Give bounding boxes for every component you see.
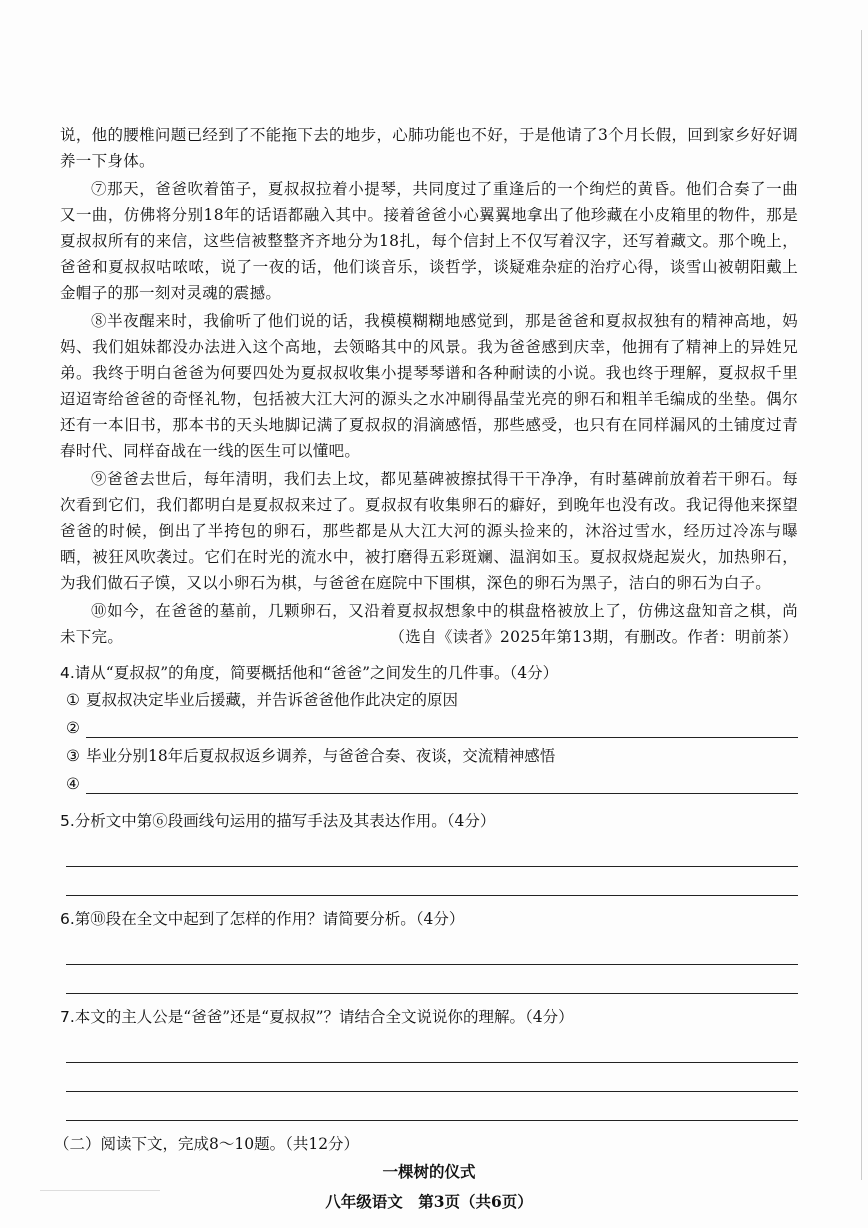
page-content bbox=[54, 122, 798, 1215]
answer-4-3-number: ③ bbox=[66, 747, 80, 765]
answer-4-4-number: ④ bbox=[66, 775, 80, 793]
answer-4-2-number: ② bbox=[66, 719, 80, 737]
answer-4-4-blank[interactable] bbox=[86, 773, 798, 794]
answer-4-1 bbox=[66, 686, 798, 714]
passage-paragraph-7: ⑦那天，爸爸吹着笛子，夏叔叔拉着小提琴，共同度过了重逢后的一个绚烂的黄昏。他们合奏了一曲又一曲，仿佛将分别18年的话语都融入其中。接着爸爸小心翼翼地拿出了他珍藏在小皮箱里的物件，那是夏叔叔所有的来信，这些信被整整齐齐地分为18扎，每个信封上不仅写着汉字，还写着藏文。那个晚上，爸爸和夏叔叔咕哝哝，说了一夜的话，他们谈音乐，谈哲学，谈疑难杂症的治疗心得，谈雪山被朝阳戴上金帽子的那一刻对灵魂的震撼。 bbox=[60, 180, 798, 302]
passage-paragraph-continued: 说，他的腰椎问题已经到了不能拖下去的地步，心肺功能也不好，于是他请了3个月长假，回到家乡好好调养一下身体。 bbox=[60, 126, 798, 170]
question-6-number: 6. bbox=[60, 910, 75, 928]
answer-6-lines[interactable] bbox=[66, 936, 798, 994]
answer-line[interactable] bbox=[66, 1063, 798, 1092]
question-4-number: 4. bbox=[60, 664, 75, 682]
question-4-text: 请从“夏叔叔”的角度，简要概括他和“爸爸”之间发生的几件事。（4分） bbox=[74, 664, 559, 682]
answer-line[interactable] bbox=[66, 838, 798, 867]
answer-4-1-number: ① bbox=[66, 691, 80, 709]
question-7-number: 7. bbox=[60, 1008, 75, 1026]
answer-line[interactable] bbox=[66, 1034, 798, 1063]
section-2-title: 一棵树的仪式 bbox=[382, 1162, 476, 1181]
answer-line[interactable] bbox=[66, 965, 798, 994]
passage-paragraph-8: ⑧半夜醒来时，我偷听了他们说的话，我模模糊糊地感觉到，那是爸爸和夏叔叔独有的精神高地，妈妈、我们姐妹都没办法进入这个高地，去领略其中的风景。我为爸爸感到庆幸，他拥有了精神上的异姓兄弟。我终于明白爸爸为何要四处为夏叔叔收集小提琴琴谱和各种耐读的小说。我也终于理解，夏叔叔千里迢迢寄给爸爸的奇怪礼物，包括被大江大河的源头之水冲刷得晶莹光亮的卵石和粗羊毛编成的坐垫。偶尔还有一本旧书，那本书的天头地脚记满了夏叔叔的涓滴感悟，那些感受，也只有在同样漏风的土铺度过青春时代、同样奋战在一线的医生可以懂吧。 bbox=[60, 312, 798, 460]
answer-4-4[interactable] bbox=[66, 770, 798, 798]
answer-line[interactable] bbox=[66, 867, 798, 896]
answer-line[interactable] bbox=[66, 936, 798, 965]
passage-paragraph-10: ⑩如今，在爸爸的墓前，几颗卵石，又沿着夏叔叔想象中的棋盘格被放上了，仿佛这盘知音之棋，尚未下完。 bbox=[60, 602, 798, 646]
answer-4-2-blank[interactable] bbox=[86, 717, 798, 738]
question-7 bbox=[60, 1004, 798, 1030]
page-footer: 八年级语文 第3页（共6页） bbox=[325, 1192, 533, 1211]
answer-4-3-text: 毕业分别18年后夏叔叔返乡调养，与爸爸合奏、夜谈，交流精神感悟 bbox=[86, 747, 556, 765]
answer-5-lines[interactable] bbox=[66, 838, 798, 896]
question-5 bbox=[60, 808, 798, 834]
answer-4-2[interactable] bbox=[66, 714, 798, 742]
question-4 bbox=[60, 660, 798, 686]
section-2-heading: （二）阅读下文，完成8～10题。（共12分） bbox=[54, 1135, 360, 1153]
question-6 bbox=[60, 906, 798, 932]
passage-paragraph-10-block bbox=[60, 598, 798, 650]
question-6-text: 第⑩段在全文中起到了怎样的作用？请简要分析。（4分） bbox=[74, 910, 465, 928]
passage-source: （选自《读者》2025年第13期，有删改。作者：明前茶） bbox=[389, 628, 798, 646]
question-7-text: 本文的主人公是“爸爸”还是“夏叔叔”？请结合全文说说你的理解。（4分） bbox=[74, 1008, 574, 1026]
answer-4-3 bbox=[66, 742, 798, 770]
passage-paragraph-9: ⑨爸爸去世后，每年清明，我们去上坟，都见墓碑被擦拭得干干净净，有时墓碑前放着若干卵石。每次看到它们，我们都明白是夏叔叔来过了。夏叔叔有收集卵石的癖好，到晚年也没有改。我记得他来探望爸爸的时候，倒出了半挎包的卵石，那些都是从大江大河的源头捡来的，沐浴过雪水，经历过冷冻与曝晒，被狂风吹袭过。它们在时光的流水中，被打磨得五彩斑斓、温润如玉。夏叔叔烧起炭火，加热卵石，为我们做石子馍，又以小卵石为棋，与爸爸在庭院中下围棋，深色的卵石为黑子，洁白的卵石为白子。 bbox=[60, 470, 798, 592]
question-5-number: 5. bbox=[60, 812, 75, 830]
answer-4-1-text: 夏叔叔决定毕业后援藏，并告诉爸爸他作此决定的原因 bbox=[86, 691, 459, 709]
answer-7-lines[interactable] bbox=[66, 1034, 798, 1121]
scan-edge-right bbox=[861, 30, 862, 1180]
question-5-text: 分析文中第⑥段画线句运用的描写手法及其表达作用。（4分） bbox=[74, 812, 496, 830]
answer-line[interactable] bbox=[66, 1092, 798, 1121]
